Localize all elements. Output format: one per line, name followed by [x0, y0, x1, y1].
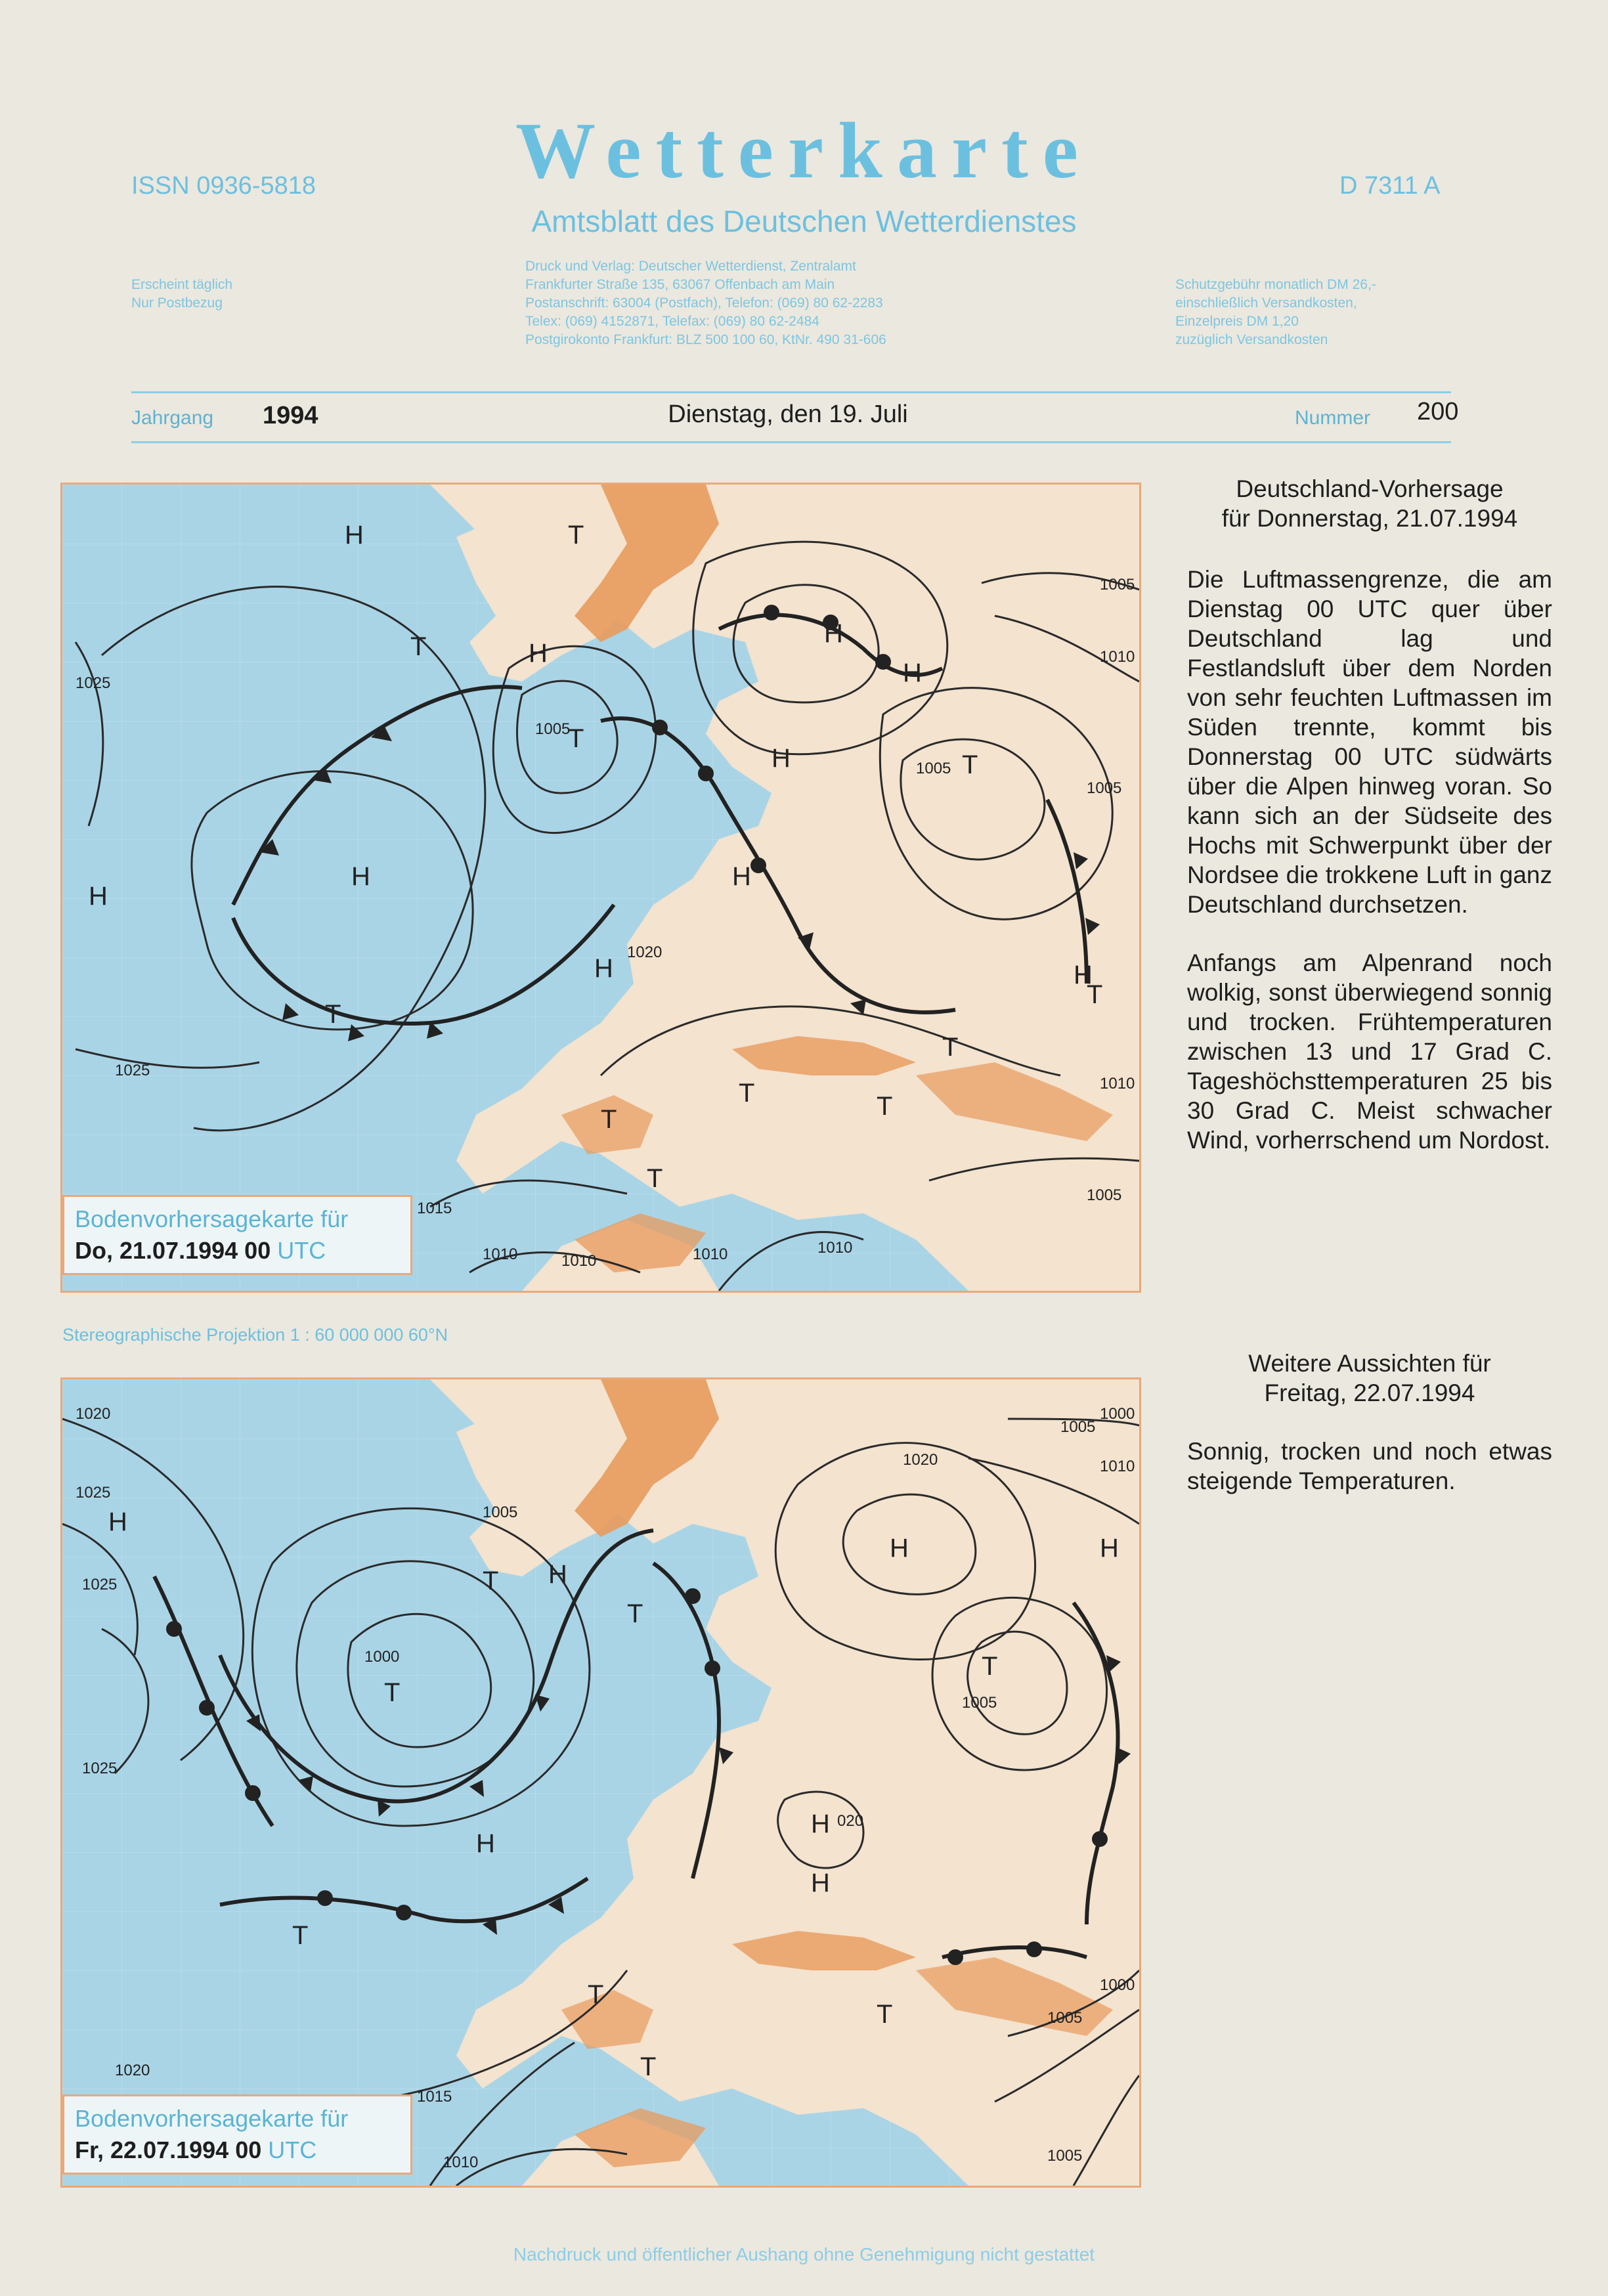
low-center-label: T	[942, 1033, 959, 1062]
publisher-line: Druck und Verlag: Deutscher Wetterdienst, Zentralamt	[525, 259, 856, 274]
fee-line: Einzelpreis DM 1,20	[1175, 314, 1299, 329]
isobar-value: 1025	[82, 1576, 118, 1593]
high-center-label: H	[345, 521, 364, 550]
isobar-value: 1005	[962, 1694, 997, 1712]
forecast-date: für Donnerstag, 21.07.1994	[1221, 505, 1518, 532]
jahrgang-value: 1994	[263, 402, 318, 429]
nummer-label: Nummer	[1295, 407, 1371, 429]
publication-info-line: Erscheint täglich	[131, 277, 233, 292]
isobar-value: 1010	[561, 1252, 597, 1270]
high-center-label: H	[548, 1560, 567, 1589]
isobar-value: 1000	[1100, 1405, 1135, 1423]
fee-line: einschließlich Versandkosten,	[1175, 295, 1357, 311]
isobar-value: 1010	[443, 2154, 479, 2171]
fee-info	[1175, 276, 1376, 349]
isobar-value: 1005	[1047, 2147, 1083, 2165]
high-center-label: H	[824, 619, 843, 648]
low-center-label: T	[982, 1652, 998, 1681]
isobar-value: 1005	[916, 760, 951, 777]
low-center-label: T	[568, 521, 584, 550]
isobar-value: 1010	[1100, 648, 1135, 666]
forecast-map-thursday	[60, 483, 1141, 1293]
high-center-label: H	[1100, 1534, 1119, 1563]
isobar-value: 1025	[82, 1760, 118, 1777]
map1-caption	[62, 1195, 412, 1275]
high-center-label: H	[811, 1869, 830, 1897]
forecast-map-friday	[60, 1377, 1141, 2188]
low-center-label: T	[647, 1164, 663, 1193]
high-center-label: H	[529, 639, 548, 668]
fee-line: Schutzgebühr monatlich DM 26,-	[1175, 277, 1376, 292]
isobar-value: 1025	[115, 1062, 150, 1079]
isobar-value: 020	[837, 1812, 864, 1830]
low-center-label: T	[640, 2052, 657, 2081]
isobar-value: 1020	[627, 943, 663, 961]
outlook-text: Sonnig, trocken und noch etwas steigende Temperaturen.	[1187, 1438, 1552, 1494]
forecast-paragraph: Anfangs am Alpenrand noch wolkig, sonst überwiegend sonnig und trocken. Frühtemperaturen zwischen 13 und 17 Grad C. Tageshöchsttemperaturen 25 bis 30 Grad C. Meist schwacher Wind, vorherrschend um Nordost.	[1187, 949, 1552, 1154]
isobar-value: 1020	[903, 1451, 938, 1469]
outlook-heading	[1187, 1349, 1552, 1408]
low-center-label: T	[325, 1000, 341, 1029]
isobar-value: 1025	[76, 674, 111, 692]
divider	[131, 391, 1451, 393]
high-center-label: H	[108, 1507, 127, 1536]
isobar-value: 1005	[1047, 2009, 1083, 2027]
isobar-value: 1005	[535, 720, 571, 738]
projection-note: Stereographische Projektion 1 : 60 000 000 60°N	[62, 1325, 448, 1345]
isobar-value: 1005	[1087, 1186, 1122, 1204]
low-center-label: T	[877, 1092, 893, 1121]
high-center-label: H	[89, 882, 108, 911]
map-graphic	[62, 1379, 1139, 2186]
map2-caption	[62, 2094, 412, 2175]
nummer-value: 200	[1417, 398, 1459, 425]
low-center-label: T	[739, 1079, 755, 1108]
low-center-label: T	[410, 632, 427, 661]
low-center-label: T	[588, 1980, 604, 2009]
low-center-label: T	[568, 724, 584, 753]
isobar-value: 1020	[115, 2062, 150, 2079]
publication-info	[131, 276, 232, 313]
outlook-column	[1187, 1349, 1552, 1496]
isobar-value: 1000	[1100, 1976, 1135, 1994]
forecast-column	[1187, 474, 1552, 1155]
map-graphic	[62, 485, 1139, 1291]
low-center-label: T	[1087, 980, 1103, 1009]
postal-code: D 7311 A	[1339, 172, 1441, 200]
isobar-value: 1005	[1087, 779, 1122, 797]
map2-caption-datetime: Fr, 22.07.1994 00	[75, 2136, 262, 2163]
low-center-label: T	[627, 1599, 643, 1628]
jahrgang-label: Jahrgang	[131, 407, 214, 429]
high-center-label: H	[732, 862, 751, 891]
publisher-line: Postgirokonto Frankfurt: BLZ 500 100 60, KtNr. 490 31-606	[525, 332, 886, 347]
publication-info-line: Nur Postbezug	[131, 295, 223, 311]
forecast-paragraph: Die Luftmassengrenze, die am Dienstag 00 UTC quer über Deutschland lag und Festlandsluft über dem Norden von sehr feuchten Luftmassen im Süden trennte, kommt bis Donnerstag 00 UTC südwärts über die Alpen hinweg voran. So kann sich an der Südseite des Hochs mit Schwerpunkt über der Nordsee die trokkene Luft in ganz Deutschland durchsetzen.	[1187, 566, 1552, 918]
low-center-label: T	[962, 750, 978, 779]
forecast-title: Deutschland-Vorhersage	[1236, 475, 1504, 502]
divider	[131, 441, 1451, 443]
map1-caption-title: Bodenvorhersagekarte für	[75, 1205, 349, 1232]
publisher-line: Telex: (069) 4152871, Telefax: (069) 80 62-2484	[525, 314, 819, 329]
isobar-value: 1005	[483, 1504, 518, 1521]
forecast-heading	[1187, 474, 1552, 533]
footer-notice: Nachdruck und öffentlicher Aushang ohne Genehmigung nicht gestattet	[513, 2244, 1095, 2264]
map2-caption-title: Bodenvorhersagekarte für	[75, 2105, 349, 2132]
isobar-value: 1010	[483, 1245, 518, 1263]
isobar-value: 1005	[1060, 1418, 1096, 1436]
high-center-label: H	[476, 1829, 495, 1858]
isobar-value: 1010	[817, 1239, 853, 1257]
high-center-label: H	[903, 659, 922, 687]
low-center-label: T	[483, 1567, 499, 1595]
isobar-value: 1015	[417, 2088, 452, 2106]
map2-caption-date	[75, 2134, 400, 2166]
publisher-line: Postanschrift: 63004 (Postfach), Telefon: (069) 80 62-2283	[525, 295, 883, 311]
masthead-title: Wetterkarte	[515, 106, 1093, 195]
high-center-label: H	[811, 1809, 830, 1838]
isobar-value: 1010	[1100, 1458, 1135, 1475]
map1-caption-date	[75, 1235, 400, 1267]
high-center-label: H	[351, 862, 370, 891]
isobar-value: 1010	[1100, 1075, 1135, 1093]
isobar-value: 1005	[1100, 576, 1135, 594]
high-center-label: H	[594, 954, 613, 983]
isobar-value: 1015	[417, 1200, 452, 1217]
outlook-title: Weitere Aussichten für	[1248, 1350, 1491, 1377]
isobar-value: 1020	[76, 1405, 111, 1423]
low-center-label: T	[877, 2000, 893, 2029]
isobar-value: 1025	[76, 1484, 111, 1502]
high-center-label: H	[890, 1534, 909, 1563]
high-center-label: H	[771, 744, 791, 773]
low-center-label: T	[601, 1105, 617, 1134]
masthead-subtitle: Amtsblatt des Deutschen Wetterdienstes	[531, 204, 1077, 238]
map1-caption-utc: UTC	[277, 1237, 326, 1264]
low-center-label: T	[292, 1921, 309, 1950]
isobar-value: 1000	[364, 1648, 400, 1666]
low-center-label: T	[384, 1678, 401, 1707]
high-center-label: H	[1074, 961, 1093, 989]
issn: ISSN 0936-5818	[131, 172, 316, 200]
map1-caption-datetime: Do, 21.07.1994 00	[75, 1237, 271, 1264]
publisher-line: Frankfurter Straße 135, 63067 Offenbach am Main	[525, 277, 835, 292]
isobar-value: 1010	[693, 1245, 728, 1263]
issue-date: Dienstag, den 19. Juli	[668, 401, 908, 428]
publisher-info	[525, 257, 886, 349]
map2-caption-utc: UTC	[268, 2136, 317, 2163]
outlook-date: Freitag, 22.07.1994	[1264, 1379, 1475, 1406]
fee-line: zuzüglich Versandkosten	[1175, 332, 1328, 347]
